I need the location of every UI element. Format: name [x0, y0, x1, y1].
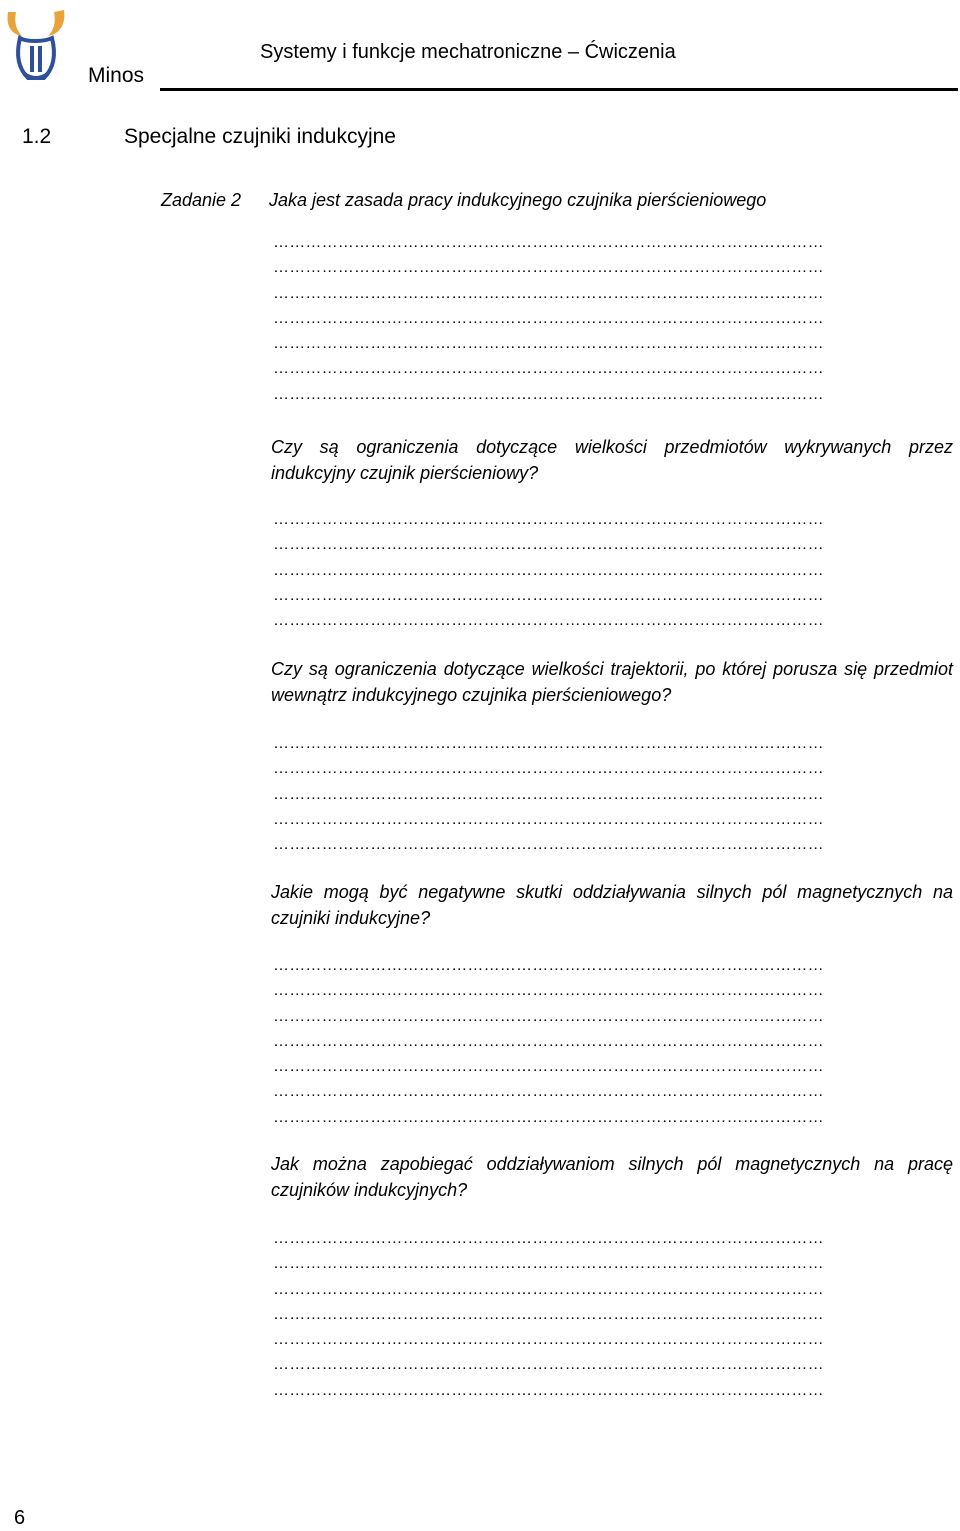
answer-area-4	[273, 953, 945, 1130]
answer-line: …………………………………………………………………………………………	[273, 1230, 824, 1247]
answer-line: …………………………………………………………………………………………	[273, 284, 824, 302]
answer-line: …………………………………………………………………………………………	[273, 836, 824, 854]
answer-line: …………………………………………………………………………………………	[273, 810, 824, 828]
answer-line: …………………………………………………………………………………………	[273, 957, 824, 974]
answer-line: …………………………………………………………………………………………	[273, 760, 824, 778]
answer-line: …………………………………………………………………………………………	[273, 309, 824, 327]
answer-line: …………………………………………………………………………………………	[273, 586, 824, 604]
answer-line: …………………………………………………………………………………………	[273, 511, 824, 528]
page-number: 6	[14, 1507, 26, 1529]
answer-line: …………………………………………………………………………………………	[273, 259, 824, 277]
answer-line: …………………………………………………………………………………………	[273, 234, 824, 251]
answer-area-5	[273, 1226, 945, 1403]
question-1: Czy są ograniczenia dotyczące wielkości przedmiotów wykrywanych przez indukcyjny czujnik pierścieniowy?	[271, 437, 953, 483]
answer-line: …………………………………………………………………………………………	[273, 1083, 824, 1101]
answer-line: …………………………………………………………………………………………	[273, 982, 824, 1000]
answer-line: …………………………………………………………………………………………	[273, 1331, 824, 1349]
answer-line: …………………………………………………………………………………………	[273, 335, 824, 353]
answer-line: …………………………………………………………………………………………	[273, 1255, 824, 1273]
answer-line: …………………………………………………………………………………………	[273, 1356, 824, 1374]
answer-line: …………………………………………………………………………………………	[273, 1305, 824, 1323]
answer-line: …………………………………………………………………………………………	[273, 612, 824, 630]
task-question: Jaka jest zasada pracy indukcyjnego czujnika pierścieniowego	[269, 190, 767, 210]
answer-area-1	[273, 230, 945, 407]
answer-area-2	[273, 507, 945, 633]
task-heading	[161, 188, 766, 212]
section-heading	[22, 124, 396, 150]
answer-line: …………………………………………………………………………………………	[273, 385, 824, 403]
answer-line: …………………………………………………………………………………………	[273, 1280, 824, 1298]
header-title: Systemy i funkcje mechatroniczne – Ćwiczenia	[260, 41, 676, 63]
answer-line: …………………………………………………………………………………………	[273, 536, 824, 554]
question-4: Jak można zapobiegać oddziaływaniom silnych pól magnetycznych na pracę czujników indukcyjnych?	[271, 1154, 953, 1200]
answer-line: …………………………………………………………………………………………	[273, 1007, 824, 1025]
question-3: Jakie mogą być negatywne skutki oddziaływania silnych pól magnetycznych na czujniki indukcyjne?	[271, 882, 953, 928]
answer-line: …………………………………………………………………………………………	[273, 360, 824, 378]
answer-line: …………………………………………………………………………………………	[273, 1032, 824, 1050]
answer-area-3	[273, 731, 945, 857]
header-divider	[160, 88, 958, 91]
answer-line: …………………………………………………………………………………………	[273, 785, 824, 803]
brand-name: Minos	[88, 64, 145, 87]
answer-line: …………………………………………………………………………………………	[273, 1058, 824, 1076]
task-label: Zadanie 2	[161, 190, 242, 210]
minos-logo	[4, 8, 68, 86]
question-2: Czy są ograniczenia dotyczące wielkości trajektorii, po której porusza się przedmiot wewnątrz indukcyjnego czujnika pierścieniowego?	[271, 659, 953, 705]
answer-line: …………………………………………………………………………………………	[273, 1381, 824, 1399]
answer-line: …………………………………………………………………………………………	[273, 735, 824, 752]
bull-head-icon	[4, 8, 68, 86]
answer-line: …………………………………………………………………………………………	[273, 1108, 824, 1126]
section-title: Specjalne czujniki indukcyjne	[124, 125, 396, 148]
answer-line: …………………………………………………………………………………………	[273, 561, 824, 579]
section-number: 1.2	[22, 125, 52, 148]
